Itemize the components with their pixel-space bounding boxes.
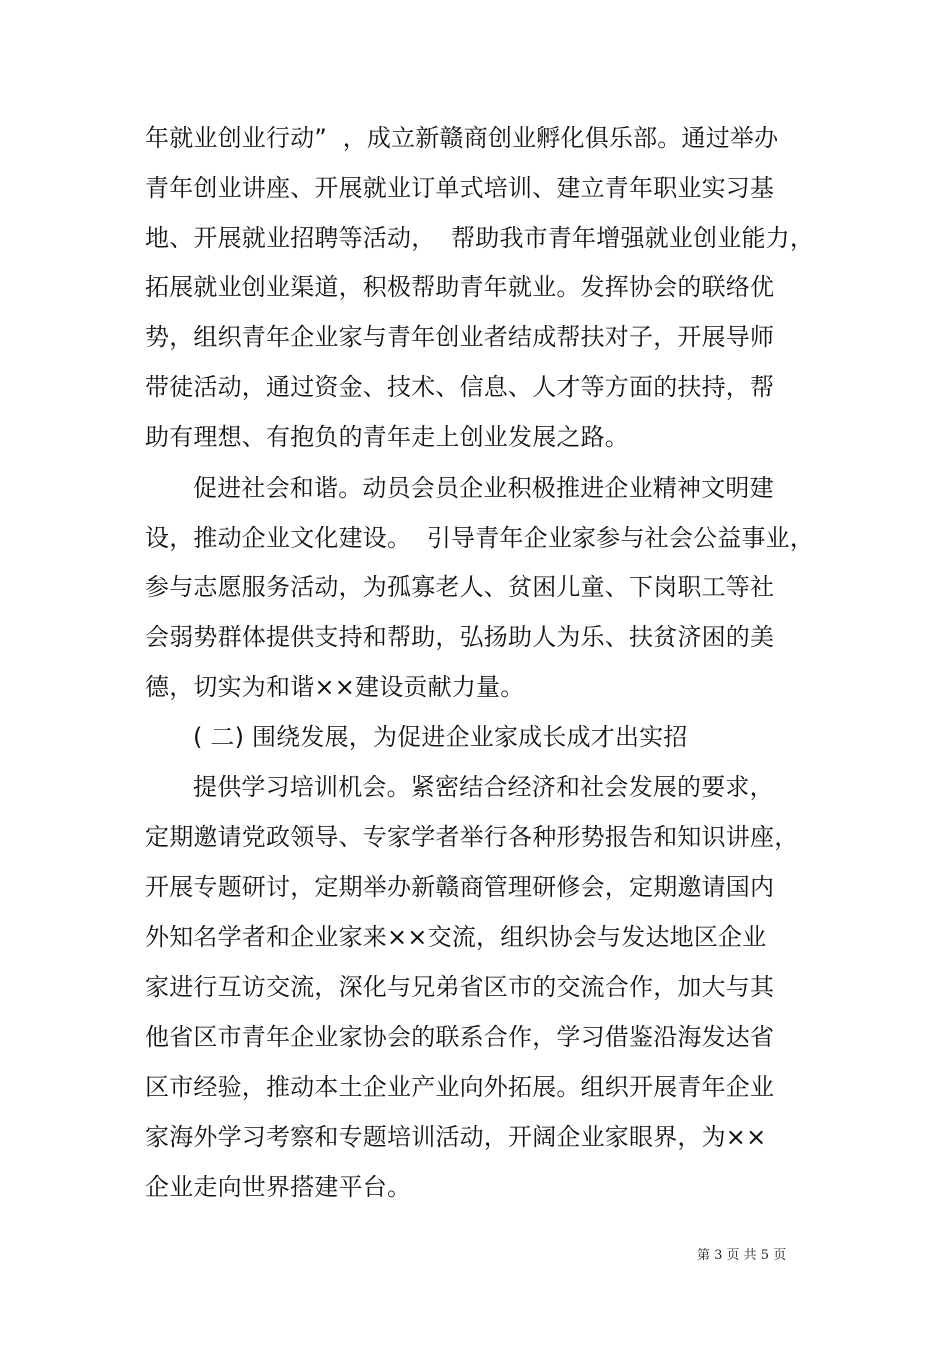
body-line: 他省区市青年企业家协会的联系合作，学习借鉴沿海发达省 xyxy=(145,1023,775,1051)
section-heading: ( 二) 围绕发展，为促进企业家成长成才出实招 xyxy=(193,723,688,751)
body-line: 区市经验，推动本土企业产业向外拓展。组织开展青年企业 xyxy=(145,1073,775,1101)
body-line: 家海外学习考察和专题培训活动，开阔企业家眼界，为×× xyxy=(145,1123,767,1151)
body-line: 企业走向世界搭建平台。 xyxy=(145,1173,412,1201)
body-line: 带徒活动，通过资金、技术、信息、人才等方面的扶持，帮 xyxy=(145,373,775,401)
body-line: 定期邀请党政领导、专家学者举行各种形势报告和知识讲座， xyxy=(145,823,799,851)
body-line: 势，组织青年企业家与青年创业者结成帮扶对子，开展导师 xyxy=(145,323,775,351)
body-line: 设，推动企业文化建设。 引导青年企业家参与社会公益事业， xyxy=(145,524,815,552)
body-line: 会弱势群体提供支持和帮助，弘扬助人为乐、扶贫济困的美 xyxy=(145,623,775,651)
body-line: 德，切实为和谐××建设贡献力量。 xyxy=(145,673,525,701)
paragraph-first-line: 促进社会和谐。动员会员企业积极推进企业精神文明建 xyxy=(193,474,774,502)
body-line: 外知名学者和企业家来××交流，组织协会与发达地区企业 xyxy=(145,923,767,951)
body-line: 青年创业讲座、开展就业订单式培训、建立青年职业实习基 xyxy=(145,174,775,202)
page-number-footer: 第 3 页 共 5 页 xyxy=(697,1248,787,1263)
body-line: 年就业创业行动” ，成立新赣商创业孵化俱乐部。通过举办 xyxy=(145,124,779,152)
body-line: 拓展就业创业渠道，积极帮助青年就业。发挥协会的联络优 xyxy=(145,273,775,301)
paragraph-first-line: 提供学习培训机会。紧密结合经济和社会发展的要求， xyxy=(193,773,774,801)
body-line: 地、开展就业招聘等活动， 帮助我市青年增强就业创业能力， xyxy=(145,224,815,252)
body-line: 参与志愿服务活动，为孤寡老人、贫困儿童、下岗职工等社 xyxy=(145,573,775,601)
body-line: 家进行互访交流，深化与兄弟省区市的交流合作，加大与其 xyxy=(145,973,775,1001)
body-line: 开展专题研讨，定期举办新赣商管理研修会，定期邀请国内 xyxy=(145,873,775,901)
body-line: 助有理想、有抱负的青年走上创业发展之路。 xyxy=(145,423,629,451)
